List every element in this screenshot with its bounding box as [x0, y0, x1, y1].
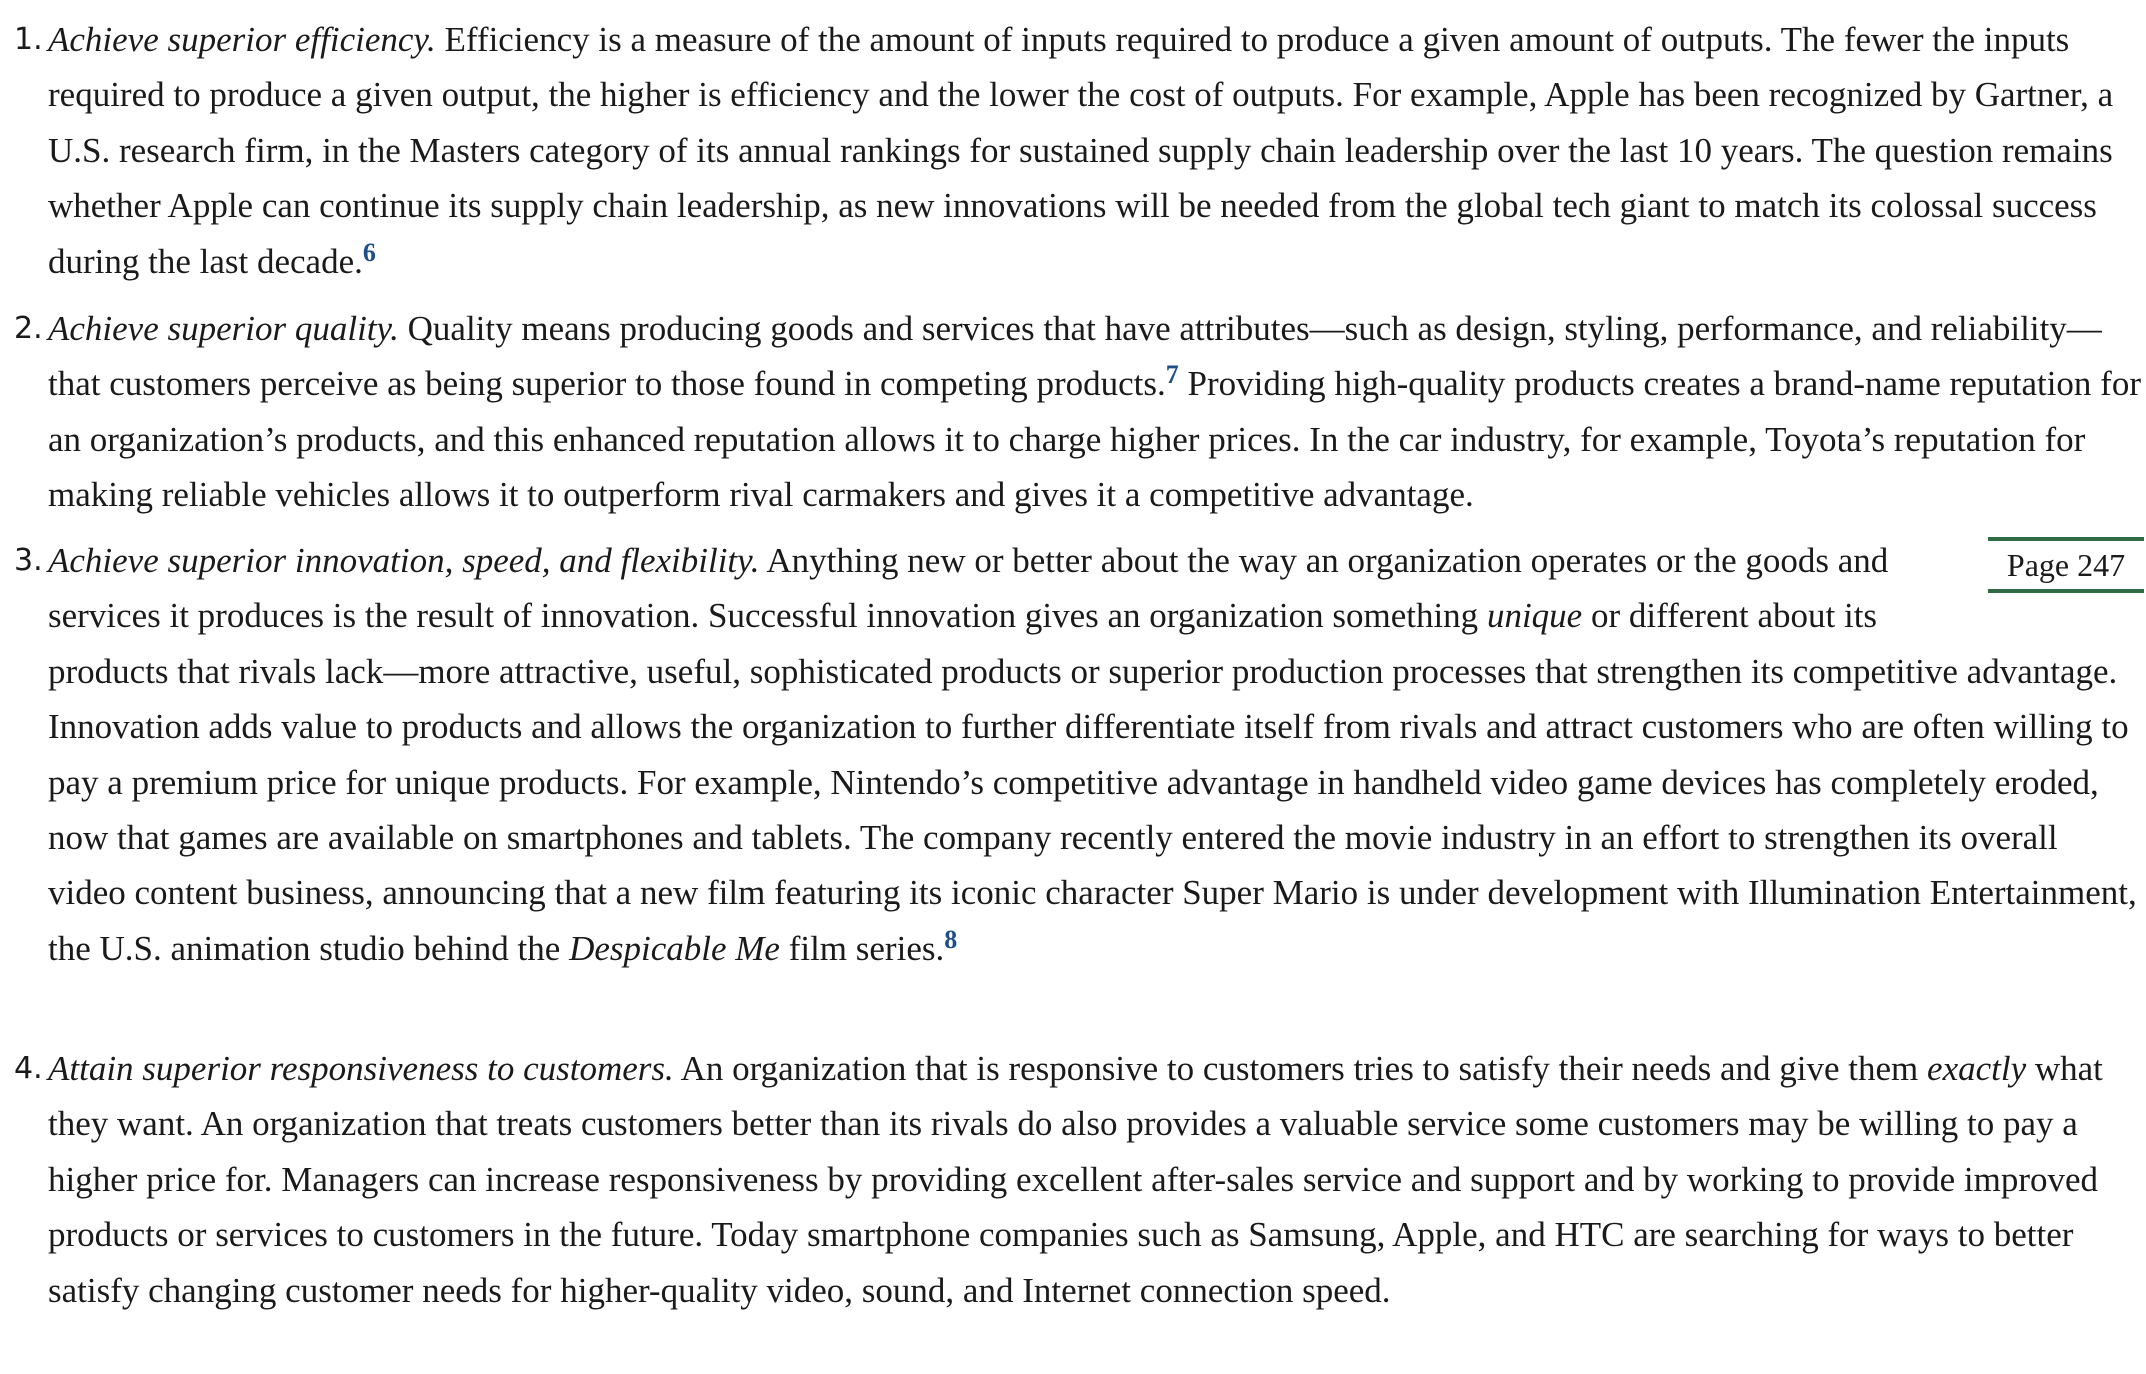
footnote-link-8[interactable]: 8: [944, 924, 958, 954]
list-item-efficiency: [14, 12, 2144, 289]
item-text: film series.: [779, 928, 945, 968]
item-text: Anything new or better about the way an organization operates or the goods and services it produces is the result of innovation. Successful innovation gives an organization something: [48, 541, 1889, 636]
item-lead-heading: Achieve superior innovation, speed, and flexibility.: [48, 541, 760, 580]
item-lead-heading: Achieve superior efficiency.: [48, 20, 436, 59]
item-text: An organization that is responsive to customers tries to satisfy their needs and give them: [673, 1049, 1928, 1088]
list-item-body: [48, 12, 2144, 289]
list-number: 3.: [14, 543, 43, 578]
list-item-body: [48, 301, 2144, 523]
item-lead-heading: Attain superior responsiveness to customers.: [48, 1049, 674, 1088]
item-text: or different about its products that rivals lack—more attractive, useful, sophisticated products or superior production processes that strengthen its competitive advantage. Innovation adds value to products and allows the organization to further differentiate itself from rivals and attract customers who are often willing to pay a premium price for unique products. For example, Nintendo’s competitive advantage in handheld video game devices has completely eroded, now that games are available on smartphones and tablets. The company recently entered the movie industry in an effort to strengthen its overall video content business, announcing that a new film featuring its iconic character Super Mario is under development with Illumination Entertainment, the U.S. animation studio behind the: [48, 596, 2137, 968]
item-lead-heading: Achieve superior quality.: [48, 309, 399, 348]
list-item-innovation: [14, 533, 2144, 976]
list-item-responsiveness: [14, 1041, 2144, 1318]
item-text: Efficiency is a measure of the amount of inputs required to produce a given amount of outputs. The fewer the inputs required to produce a given output, the higher is efficiency and the lower the cost of outputs. For example, Apple has been recognized by Gartner, a U.S. research firm, in the Masters category of its annual rankings for sustained supply chain leadership over the last 10 years. The question remains whether Apple can continue its supply chain leadership, as new innovations will be needed from the global tech giant to match its colossal success during the last decade.: [48, 20, 2114, 281]
emphasis-text: unique: [1486, 596, 1583, 636]
footnote-link-7[interactable]: 7: [1165, 360, 1179, 390]
item-text: Quality means producing goods and services that have attributes—such as design, styling, performance, and reliability—that customers perceive as being superior to those found in competing products.: [48, 309, 2102, 404]
item-text: Providing high-quality products creates a brand-name reputation for an organization’s products, and this enhanced reputation allows it to charge higher prices. In the car industry, for example, Toyota’s reputation for making reliable vehicles allows it to outperform rival carmakers and gives it a competitive advantage.: [48, 364, 2141, 515]
list-item-quality: [14, 301, 2144, 523]
item-text: what they want. An organization that treats customers better than its rivals do also provides a valuable service some customers may be willing to pay a higher price for. Managers can increase responsiveness by providing excellent after-sales service and support and by working to provide improved products or services to customers in the future. Today smartphone companies such as Samsung, Apple, and HTC are searching for ways to better satisfy changing customer needs for higher-quality video, sound, and Internet connection speed.: [48, 1049, 2103, 1310]
list-number: 4.: [14, 1051, 43, 1086]
emphasis-text: exactly: [1927, 1049, 2027, 1088]
footnote-link-6[interactable]: 6: [362, 237, 376, 267]
emphasis-text: Despicable Me: [569, 928, 780, 968]
list-item-body: [48, 1041, 2144, 1318]
list-number: 1.: [14, 22, 43, 57]
list-item-body: [48, 533, 2144, 976]
list-number: 2.: [14, 311, 43, 346]
page-number-marker: Page 247: [1988, 537, 2144, 593]
